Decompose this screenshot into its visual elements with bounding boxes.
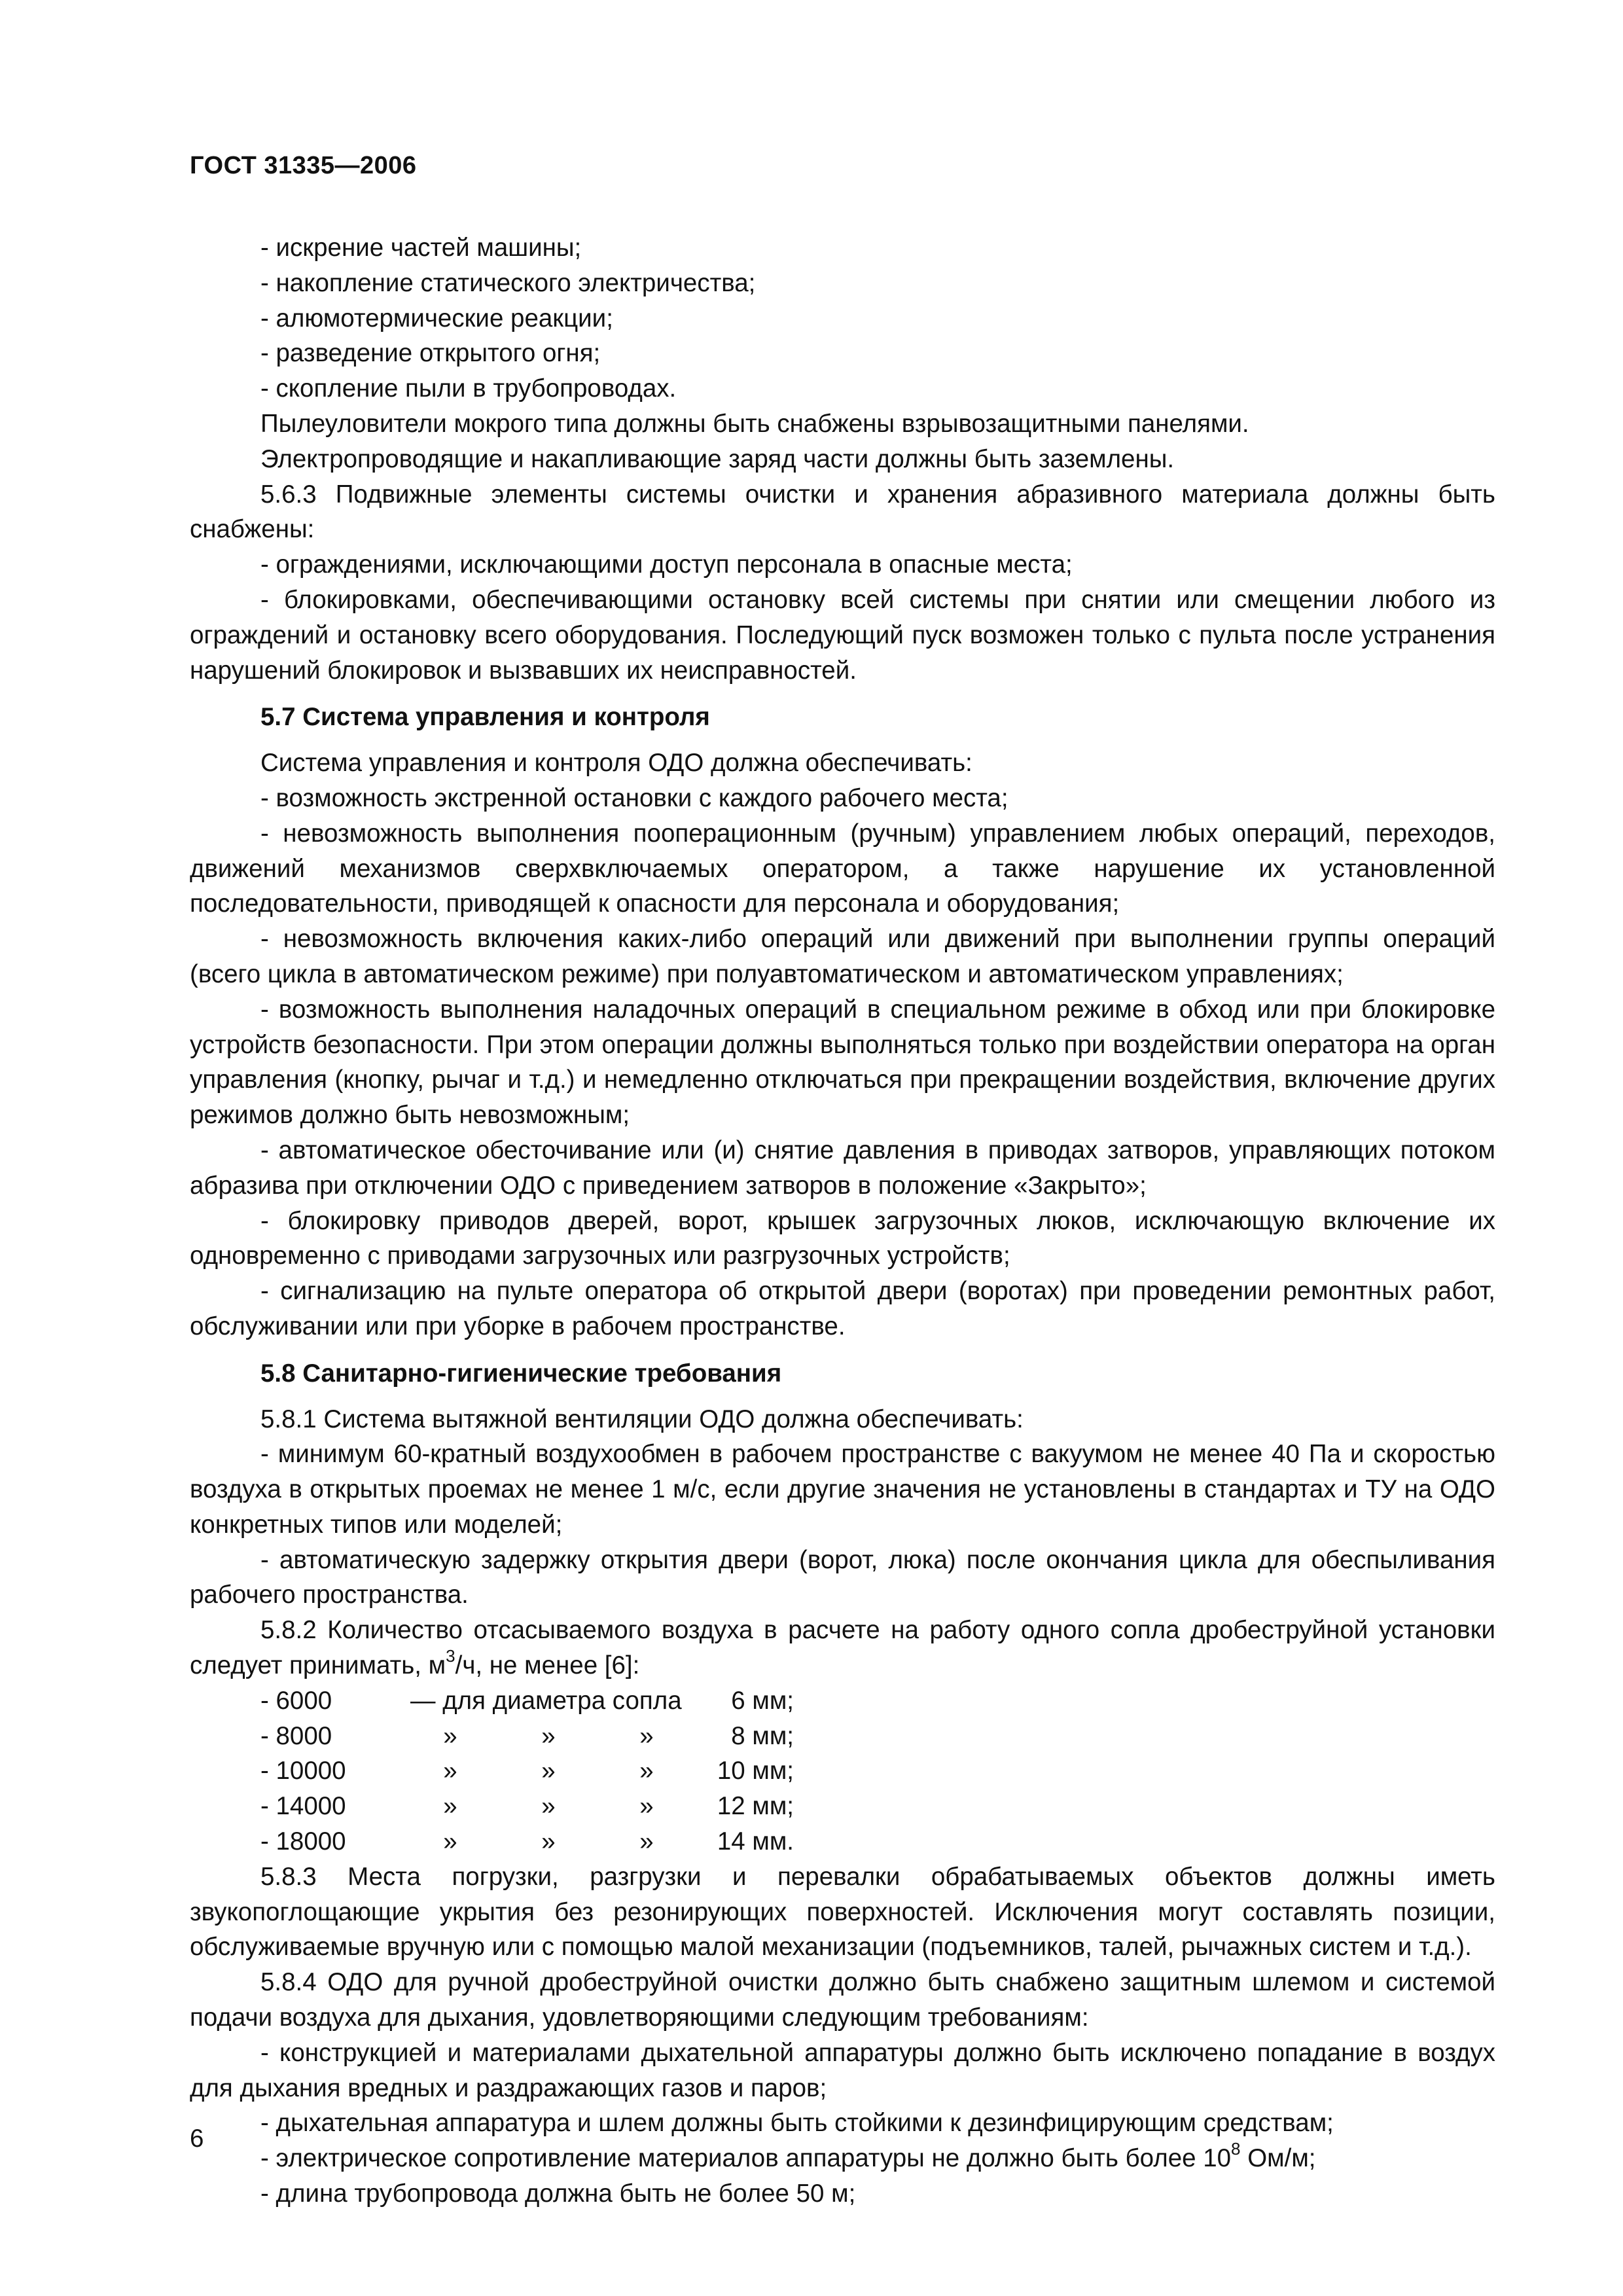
airflow-amount: - 18000 bbox=[260, 1827, 346, 1856]
resistance-unit: Ом/м; bbox=[1240, 2144, 1316, 2173]
list-item: - автоматическую задержку открытия двери (ворот, люка) после окончания цикла для обеспыливания рабочего пространства. bbox=[190, 1545, 1495, 1609]
list-item: - невозможность включения каких-либо операций или движений при выполнении группы операций (всего цикла в автоматическом режиме) при полуавтоматическом и автоматическом управлениях; bbox=[190, 925, 1495, 988]
airflow-table bbox=[260, 1683, 803, 1859]
airflow-amount: - 6000 bbox=[260, 1686, 332, 1715]
clause-5-8-2-unit: /ч, не менее [6]: bbox=[455, 1651, 640, 1680]
table-row bbox=[260, 1753, 803, 1789]
ditto-mark: » bbox=[541, 1721, 556, 1750]
list-item: - ограждениями, исключающими доступ персонала в опасные места; bbox=[260, 550, 1073, 579]
list-item: - возможность выполнения наладочных операций в специальном режиме в обход или при блокировке устройств безопасности. При этом операции должны выполняться только при воздействии оператора на орган управления (кнопку, рычаг и т.д.) и немедленно отключаться при прекращении воздействия, включение других режимов должно быть невозможным; bbox=[190, 995, 1495, 1130]
ditto-mark: » bbox=[541, 1792, 556, 1821]
list-item: - алюмотермические реакции; bbox=[260, 304, 613, 332]
nozzle-diameter: 12 мм; bbox=[717, 1792, 794, 1821]
ditto-mark: » bbox=[639, 1721, 654, 1750]
exponent-superscript: 8 bbox=[1231, 2139, 1241, 2159]
list-item: - конструкцией и материалами дыхательной аппаратуры должно быть исключено попадание в воздух для дыхания вредных и раздражающих газов и паров; bbox=[190, 2038, 1495, 2102]
airflow-amount: - 8000 bbox=[260, 1721, 332, 1750]
list-item: - скопление пыли в трубопроводах. bbox=[260, 374, 677, 403]
section-5-7-lead: Система управления и контроля ОДО должна обеспечивать: bbox=[260, 749, 972, 778]
nozzle-diameter: 6 мм; bbox=[731, 1686, 794, 1715]
ditto-mark: » bbox=[443, 1792, 457, 1821]
ditto-mark: » bbox=[443, 1757, 457, 1785]
table-row bbox=[260, 1789, 803, 1824]
ditto-mark: » bbox=[541, 1827, 556, 1856]
clause-5-6-3: 5.6.3 Подвижные элементы системы очистки и хранения абразивного материала должны быть снабжены: bbox=[190, 480, 1495, 544]
page-body bbox=[190, 230, 1495, 2212]
cubic-superscript: 3 bbox=[446, 1646, 455, 1666]
nozzle-diameter: 10 мм; bbox=[717, 1757, 794, 1785]
list-item: - невозможность выполнения пооперационным (ручным) управлением любых операций, переходов, движений механизмов сверхвключаемых оператором, а также нарушение их установленной последовательности, приводящей к опасности для персонала и оборудования; bbox=[190, 819, 1495, 918]
list-item: - искрение частей машины; bbox=[260, 234, 582, 262]
ditto-mark: » bbox=[639, 1792, 654, 1821]
ditto-mark: » bbox=[639, 1827, 654, 1856]
list-item: - автоматическое обесточивание или (и) снятие давления в приводах затворов, управляющих потоком абразива при отключении ОДО с приведением затворов в положение «Закрыто»; bbox=[190, 1136, 1495, 1200]
ditto-mark: » bbox=[541, 1757, 556, 1785]
clause-5-8-2 bbox=[190, 1613, 1495, 1683]
document-code-header: ГОСТ 31335—2006 bbox=[190, 152, 417, 179]
ditto-mark: » bbox=[443, 1827, 457, 1856]
ditto-mark: » bbox=[639, 1757, 654, 1785]
list-item: - разведение открытого огня; bbox=[260, 339, 601, 368]
resistance-text: - электрическое сопротивление материалов аппаратуры не должно быть более 10 bbox=[260, 2144, 1232, 2173]
section-heading-5-7: 5.7 Система управления и контроля bbox=[260, 703, 710, 732]
list-item: - минимум 60-кратный воздухообмен в рабочем пространстве с вакуумом не менее 40 Па и скоростью воздуха в открытых проемах не менее 1 м/с, если другие значения не установлены в стандартах и ТУ на ОДО конкретных типов или моделей; bbox=[190, 1440, 1495, 1539]
ditto-mark: » bbox=[443, 1721, 457, 1750]
list-item: - длина трубопровода должна быть не более 50 м; bbox=[260, 2179, 856, 2208]
table-row bbox=[260, 1719, 803, 1754]
list-item: - накопление статического электричества; bbox=[260, 268, 756, 297]
nozzle-diameter: 8 мм; bbox=[731, 1721, 794, 1750]
clause-5-8-4: 5.8.4 ОДО для ручной дробеструйной очистки должно быть снабжено защитным шлемом и системой подачи воздуха для дыхания, удовлетворяющими следующим требованиям: bbox=[190, 1968, 1495, 2032]
airflow-amount: - 10000 bbox=[260, 1757, 346, 1785]
clause-5-8-3: 5.8.3 Места погрузки, разгрузки и перевалки обрабатываемых объектов должны иметь звукопоглощающие укрытия без резонирующих поверхностей. Исключения могут составлять позиции, обслуживаемые вручную или с помощью малой механизации (подъемников, талей, рычажных систем и т.д.). bbox=[190, 1862, 1495, 1962]
nozzle-diameter: 14 мм. bbox=[717, 1827, 794, 1856]
airflow-amount: - 14000 bbox=[260, 1792, 346, 1821]
list-item: - блокировками, обеспечивающими остановку всей системы при снятии или смещении любого из ограждений и остановку всего оборудования. Последующий пуск возможен только с пульта после устранения нарушений блокировок и вызвавших их неисправностей. bbox=[190, 585, 1495, 685]
list-item: - возможность экстренной остановки с каждого рабочего места; bbox=[260, 783, 1008, 812]
paragraph-grounding: Электропроводящие и накапливающие заряд части должны быть заземлены. bbox=[260, 444, 1175, 473]
list-item: - дыхательная аппаратура и шлем должны быть стойкими к дезинфицирующим средствам; bbox=[260, 2109, 1334, 2138]
nozzle-diameter-label: — для диаметра сопла bbox=[410, 1686, 682, 1715]
section-heading-5-8: 5.8 Санитарно-гигиенические требования bbox=[260, 1359, 782, 1388]
clause-5-8-1: 5.8.1 Система вытяжной вентиляции ОДО должна обеспечивать: bbox=[260, 1405, 1024, 1433]
paragraph-wet-dust-collectors: Пылеуловители мокрого типа должны быть снабжены взрывозащитными панелями. bbox=[260, 409, 1249, 438]
list-item: - сигнализацию на пульте оператора об открытой двери (воротах) при проведении ремонтных работ, обслуживании или при уборке в рабочем пространстве. bbox=[190, 1277, 1495, 1340]
clause-5-8-2-text: 5.8.2 Количество отсасываемого воздуха в расчете на работу одного сопла дробеструйной установки следует принимать, м bbox=[190, 1616, 1495, 1680]
page-number: 6 bbox=[190, 2125, 204, 2153]
table-row bbox=[260, 1824, 803, 1859]
list-item bbox=[190, 2141, 1495, 2176]
table-row bbox=[260, 1683, 803, 1719]
list-item: - блокировку приводов дверей, ворот, крышек загрузочных люков, исключающую включение их одновременно с приводами загрузочных или разгрузочных устройств; bbox=[190, 1206, 1495, 1270]
